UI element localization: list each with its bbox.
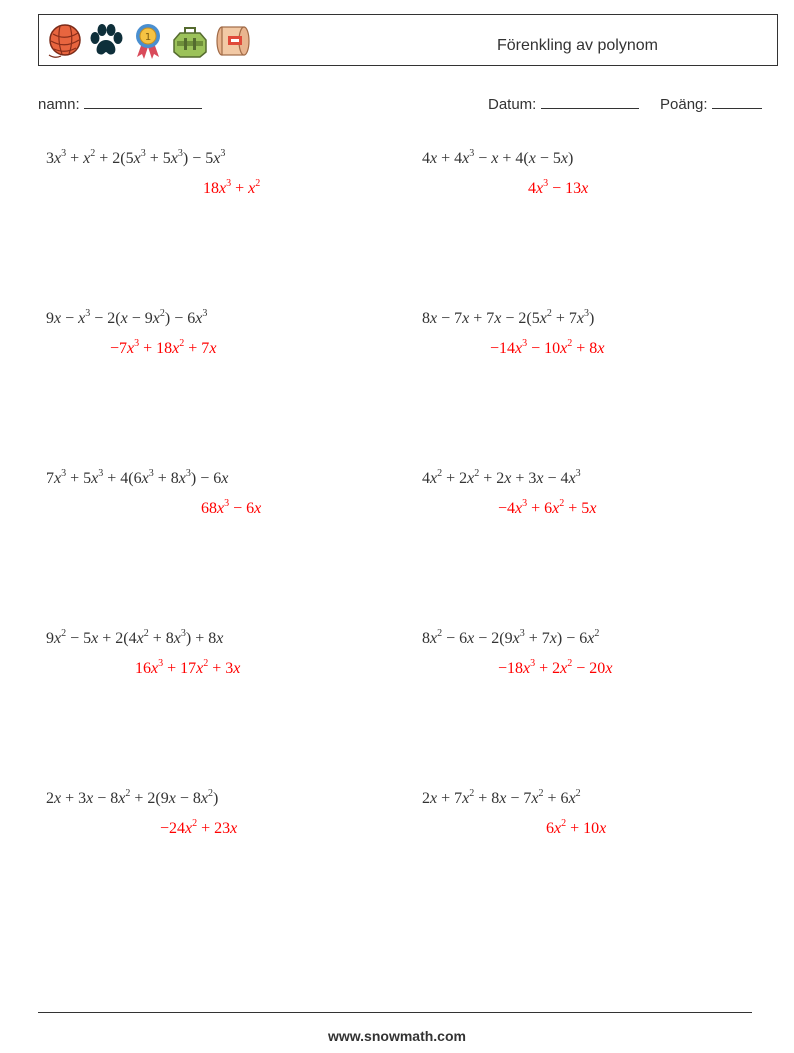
- problem-expression: $4x^2 + 2x^2 + 2x + 3x - 4x^3$: [422, 468, 581, 487]
- problem-1: [46, 148, 376, 197]
- problem-expression: $2x + 3x - 8x^2 + 2(9x - 8x^2)$: [46, 788, 219, 807]
- score-blank[interactable]: [712, 94, 762, 109]
- score-field: [660, 94, 762, 113]
- problem-answer: $-7x^3 + 18x^2 + 7x$: [110, 338, 217, 357]
- problem-7: [46, 628, 376, 677]
- paw-print-icon: [87, 21, 125, 61]
- footer-divider: [38, 1012, 752, 1013]
- medal-ribbon-icon: [129, 21, 167, 61]
- problem-answer: $68x^3 - 6x$: [201, 498, 262, 517]
- date-field: [488, 94, 639, 113]
- worksheet-title: Förenkling av polynom: [497, 37, 658, 54]
- problem-expression: $7x^3 + 5x^3 + 4(6x^3 + 8x^3) - 6x$: [46, 468, 229, 487]
- problem-3: [46, 308, 376, 357]
- toolbox-icon: [171, 21, 209, 61]
- problem-6: [422, 468, 752, 517]
- problem-9: [46, 788, 376, 837]
- yarn-ball-icon: [45, 21, 83, 61]
- problem-5: [46, 468, 376, 517]
- problem-answer: $-24x^2 + 23x$: [160, 818, 238, 837]
- problem-answer: $4x^3 - 13x$: [528, 178, 589, 197]
- bandage-box-icon: [213, 21, 251, 61]
- problem-8: [422, 628, 752, 677]
- problem-expression: $4x + 4x^3 - x + 4(x - 5x)$: [422, 148, 574, 167]
- problem-expression: $3x^3 + x^2 + 2(5x^3 + 5x^3) - 5x^3$: [46, 148, 226, 167]
- worksheet-header: [38, 14, 778, 66]
- svg-text:1: 1: [144, 32, 152, 43]
- problem-expression: $2x + 7x^2 + 8x - 7x^2 + 6x^2$: [422, 788, 581, 807]
- date-label: Datum:: [488, 96, 537, 113]
- score-label: Poäng:: [660, 96, 708, 113]
- problem-expression: $8x^2 - 6x - 2(9x^3 + 7x) - 6x^2$: [422, 628, 600, 647]
- problem-expression: $9x - x^3 - 2(x - 9x^2) - 6x^3$: [46, 308, 208, 327]
- problem-expression: $9x^2 - 5x + 2(4x^2 + 8x^3) + 8x$: [46, 628, 224, 647]
- problem-answer: $-4x^3 + 6x^2 + 5x$: [498, 498, 597, 517]
- problem-2: [422, 148, 752, 197]
- name-field: [38, 94, 202, 113]
- name-blank[interactable]: [84, 94, 202, 109]
- problem-expression: $8x - 7x + 7x - 2(5x^2 + 7x^3)$: [422, 308, 595, 327]
- name-label: namn:: [38, 96, 80, 113]
- problem-10: [422, 788, 752, 837]
- problem-answer: $-18x^3 + 2x^2 - 20x$: [498, 658, 613, 677]
- problem-answer: $18x^3 + x^2$: [203, 178, 261, 197]
- date-blank[interactable]: [541, 94, 639, 109]
- footer-url: www.snowmath.com: [328, 1028, 466, 1044]
- problem-4: [422, 308, 752, 357]
- header-icons: [45, 21, 251, 61]
- problem-answer: $16x^3 + 17x^2 + 3x$: [135, 658, 241, 677]
- problem-answer: $-14x^3 - 10x^2 + 8x$: [490, 338, 605, 357]
- problem-answer: $6x^2 + 10x$: [546, 818, 607, 837]
